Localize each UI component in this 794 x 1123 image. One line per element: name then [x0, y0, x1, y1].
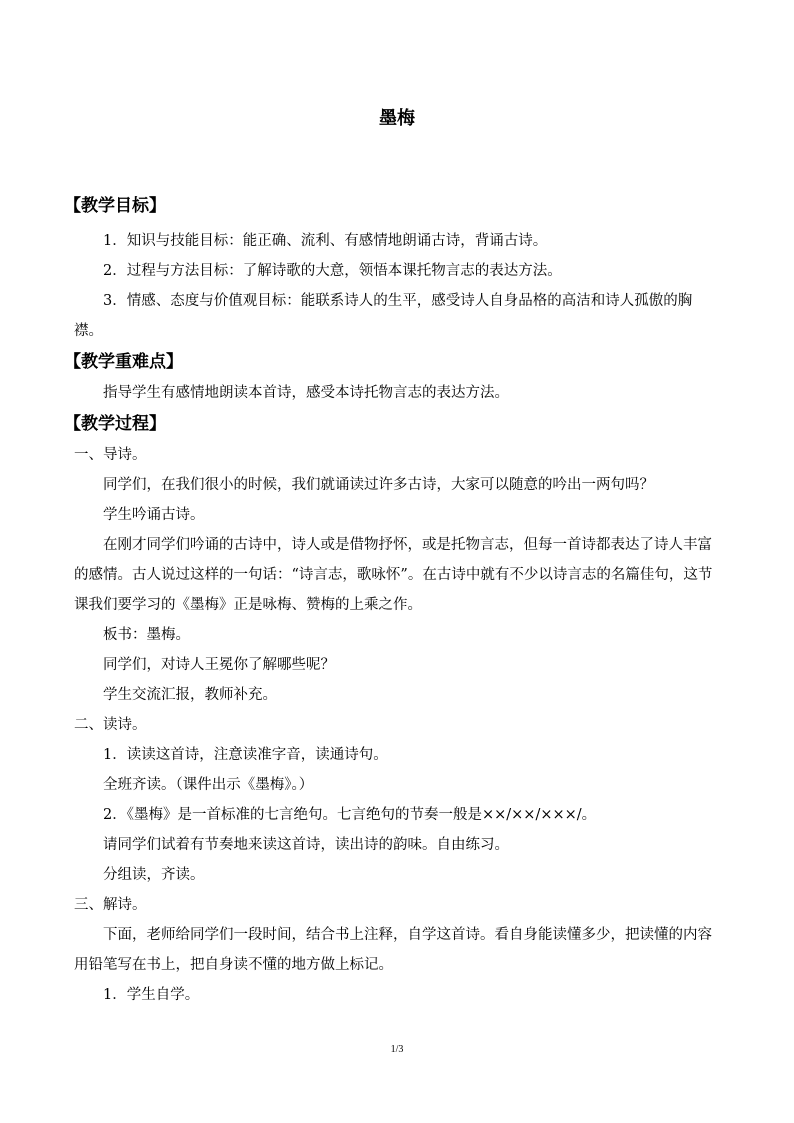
- part-heading-read: 二、读诗。: [74, 717, 147, 733]
- paragraph: 板书：墨梅。: [103, 627, 190, 643]
- section-heading-keypoints: 【教学重难点】: [64, 352, 183, 372]
- paragraph: 2．《墨梅》是一首标准的七言绝句。七言绝句的节奏一般是××/××/×××/。: [103, 807, 597, 823]
- document-title: 墨梅: [379, 108, 415, 129]
- paragraph: 在刚才同学们吟诵的古诗中，诗人或是借物抒怀，或是托物言志，但每一首诗都表达了诗人丰富的感情。古人说过这样的一句话：“诗言志，歌咏怀”。在古诗中就有不少以诗言志的名篇佳句，这节课我们要学习的《墨梅》正是咏梅、赞梅的上乘之作。: [74, 537, 713, 613]
- part-heading-intro: 一、导诗。: [74, 447, 147, 463]
- document-body: [64, 190, 720, 1010]
- paragraph: 同学们，对诗人王冕你了解哪些呢？: [103, 657, 335, 673]
- goal-item: 1．知识与技能目标：能正确、流利、有感情地朗诵古诗，背诵古诗。: [103, 233, 548, 249]
- paragraph: 全班齐读。（课件出示《墨梅》。）: [103, 777, 314, 793]
- part-heading-explain: 三、解诗。: [74, 897, 147, 913]
- paragraph: 下面，老师给同学们一段时间，结合书上注释，自学这首诗。看自身能读懂多少，把读懂的内容用铅笔写在书上，把自身读不懂的地方做上标记。: [74, 927, 712, 973]
- paragraph: 1．学生自学。: [103, 987, 200, 1003]
- paragraph: 学生吟诵古诗。: [103, 507, 205, 523]
- goal-item: 3．情感、态度与价值观目标：能联系诗人的生平，感受诗人自身品格的高洁和诗人孤傲的胸襟。: [74, 293, 693, 339]
- keypoints-text: 指导学生有感情地朗读本首诗，感受本诗托物言志的表达方法。: [103, 385, 509, 401]
- paragraph: 学生交流汇报，教师补充。: [103, 687, 277, 703]
- paragraph: 同学们，在我们很小的时候，我们就诵读过许多古诗，大家可以随意的吟出一两句吗？: [103, 477, 654, 493]
- paragraph: 请同学们试着有节奏地来读这首诗，读出诗的韵味。自由练习。: [103, 837, 509, 853]
- paragraph: 1．读读这首诗，注意读准字音，读通诗句。: [103, 747, 388, 763]
- page-number: 1/3: [390, 1044, 404, 1055]
- section-heading-goals: 【教学目标】: [64, 196, 166, 216]
- paragraph: 分组读，齐读。: [103, 867, 205, 883]
- section-heading-process: 【教学过程】: [64, 414, 166, 434]
- goal-item: 2．过程与方法目标：了解诗歌的大意，领悟本课托物言志的表达方法。: [103, 263, 562, 279]
